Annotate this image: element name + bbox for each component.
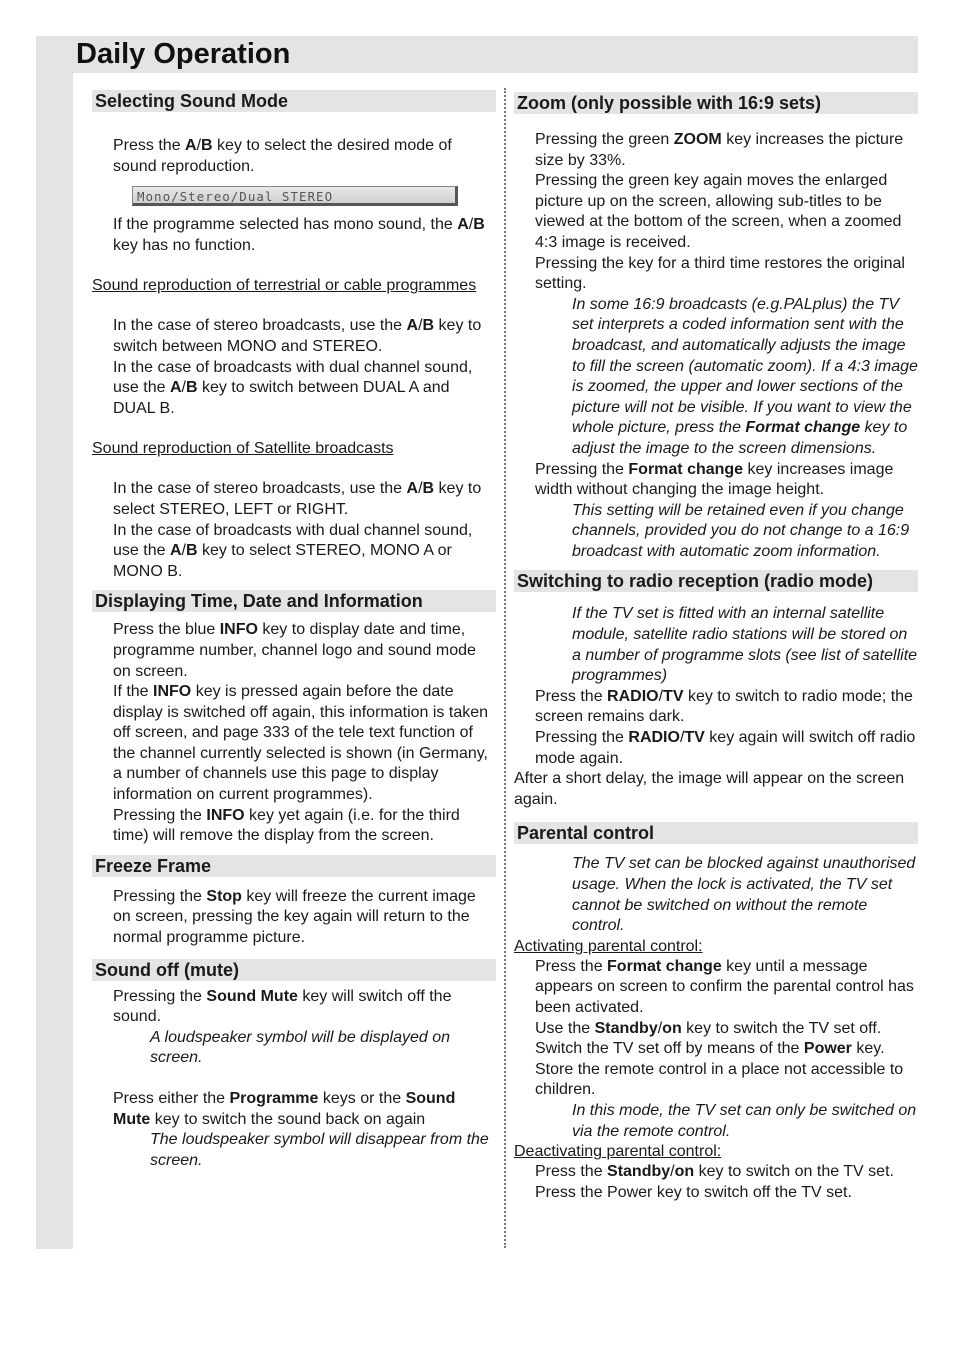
section-heading-time-date: Displaying Time, Date and Information xyxy=(92,590,496,612)
margin-band xyxy=(36,73,73,1249)
sound-mode-intro: Press the A/B key to select the desired mode of sound reproduction. xyxy=(113,137,452,175)
subheading-activating: Activating parental control: xyxy=(514,937,703,955)
unmute-note: The loudspeaker symbol will disappear from the screen. xyxy=(150,1131,489,1169)
mono-note: If the programme selected has mono sound, the A/B key has no function. xyxy=(113,216,485,254)
left-column xyxy=(92,88,496,1171)
parental-text-6: Press the Power key to switch off the TV set. xyxy=(535,1183,852,1201)
parental-text-5: Press the Standby/on key to switch on the TV set. xyxy=(535,1163,894,1181)
subheading-deactivating: Deactivating parental control: xyxy=(514,1143,722,1161)
zoom-note-1: In some 16:9 broadcasts (e.g.PALplus) the TV set interprets a coded information sent with the broadcast, and automatically adjusts the image to fill the screen (automatic zoom). If a 4:3 image is zoomed, the upper and lower sections of the picture will not be visible. If you want to view the whole picture, press the Format change key to adjust the image to the screen dimensions. xyxy=(572,295,918,457)
parental-text-2: Use the Standby/on key to switch the TV set off. xyxy=(535,1019,882,1037)
radio-text-2: Pressing the RADIO/TV key again will switch off radio mode again. xyxy=(535,729,916,767)
zoom-text-2: Pressing the green key again moves the enlarged picture up on the screen, allowing sub-titles to be viewed at the bottom of the screen, when a zoomed 4:3 image is received. xyxy=(535,172,902,251)
parental-note-1: The TV set can be blocked against unauthorised usage. When the lock is activated, the TV set cannot be switched on without the remote control. xyxy=(572,855,916,935)
radio-text-1: Press the RADIO/TV key to switch to radio mode; the screen remains dark. xyxy=(535,687,913,726)
section-heading-radio: Switching to radio reception (radio mode) xyxy=(514,570,918,592)
subheading-satellite: Sound reproduction of Satellite broadcasts xyxy=(92,440,394,458)
unmute-text: Press either the Programme keys or the Sound Mute key to switch the sound back on again xyxy=(113,1090,456,1128)
satellite-dual: In the case of broadcasts with dual channel sound, use the A/B key to select STEREO, MONO A or MONO B. xyxy=(113,521,473,580)
sound-mode-osd-bar: Mono/Stereo/Dual STEREO xyxy=(132,186,458,206)
parental-text-1: Press the Format change key until a message appears on screen to confirm the parental control has been activated. xyxy=(535,957,914,1016)
mute-note: A loudspeaker symbol will be displayed on screen. xyxy=(150,1028,451,1067)
section-heading-parental: Parental control xyxy=(514,822,918,844)
section-heading-sound-mode: Selecting Sound Mode xyxy=(92,90,496,112)
zoom-text-4: Pressing the Format change key increases image width without changing the image height. xyxy=(535,460,894,499)
satellite-stereo: In the case of stereo broadcasts, use the A/B key to select STEREO, LEFT or RIGHT. xyxy=(113,480,482,518)
right-column xyxy=(514,88,918,1203)
column-divider xyxy=(504,88,506,1248)
info-press-third: Pressing the INFO key yet again (i.e. for the third time) will remove the display from the screen. xyxy=(113,806,460,845)
section-heading-mute: Sound off (mute) xyxy=(92,959,496,981)
terrestrial-stereo: In the case of stereo broadcasts, use the A/B key to switch between MONO and STEREO. xyxy=(113,317,482,355)
freeze-text: Pressing the Stop key will freeze the current image on screen, pressing the key again will return to the normal programme picture. xyxy=(113,887,476,947)
page-title: Daily Operation xyxy=(76,38,291,70)
mute-text: Pressing the Sound Mute key will switch off the sound. xyxy=(113,987,452,1026)
parental-text-3: Switch the TV set off by means of the Power key. xyxy=(535,1040,885,1058)
radio-note: If the TV set is fitted with an internal satellite module, satellite radio stations will be stored on a number of programme slots (see list of satellite programmes) xyxy=(572,605,918,685)
parental-text-4: Store the remote control in a place not accessible to children. xyxy=(535,1060,904,1099)
zoom-note-2: This setting will be retained even if you change channels, provided you do not change to a 16:9 broadcast with automatic zoom information. xyxy=(572,501,910,560)
radio-text-3: After a short delay, the image will appear on the screen again. xyxy=(514,770,905,808)
terrestrial-dual: In the case of broadcasts with dual channel sound, use the A/B key to switch between DUAL A and DUAL B. xyxy=(113,358,473,417)
subheading-terrestrial: Sound reproduction of terrestrial or cable programmes xyxy=(92,277,477,295)
section-heading-freeze: Freeze Frame xyxy=(92,855,496,877)
info-press: Press the blue INFO key to display date and time, programme number, channel logo and sound mode on screen. xyxy=(113,621,476,680)
zoom-text-1: Pressing the green ZOOM key increases the picture size by 33%. xyxy=(535,131,904,169)
info-press-again: If the INFO key is pressed again before the date display is switched off again, this information is taken off screen, and page 333 of the tele text function of the channel currently selected is shown (in Germany, a number of channels use this page to display information on current programmes). xyxy=(113,683,489,804)
parental-note-2: In this mode, the TV set can only be switched on via the remote control. xyxy=(572,1101,917,1140)
section-heading-zoom: Zoom (only possible with 16:9 sets) xyxy=(514,92,918,114)
zoom-text-3: Pressing the key for a third time restores the original setting. xyxy=(535,254,905,293)
